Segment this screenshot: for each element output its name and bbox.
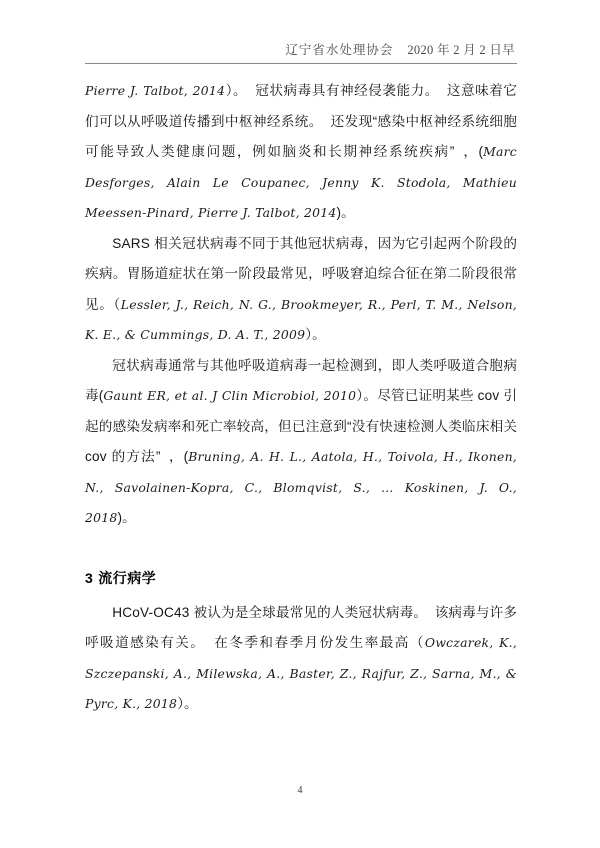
page-number: 4 [297, 785, 303, 796]
text-run: )。 [117, 510, 136, 525]
citation-run: Bruning, A. H. L., Aatola, H., Toivola, H., Ikonen, N., Savolainen-Kopra, C., Blomqvist, S., … Koskinen, J. O., 2018 [85, 449, 517, 525]
text-run: SARS [112, 235, 151, 251]
text-run: ）。尽管已证明某些 [356, 388, 478, 403]
citation-run: Pierre J. Talbot, 2014 [85, 83, 226, 98]
text-run: 被认为是全球最常见的人类冠状病毒。 [189, 604, 428, 620]
heading-spacer-bottom [85, 588, 517, 598]
text-run: cov [85, 449, 107, 464]
text-run: 在冬季和春季月份发生率最高 [212, 635, 410, 650]
text-run: 冠状病毒具有神经侵袭能力。 [254, 83, 439, 98]
text-run: ，( [167, 449, 189, 464]
paragraph-4 [85, 598, 517, 720]
text-run: 引起的感染发病率和死亡率较高，但已注意到“没有快速检测人类临床相关 [85, 388, 517, 434]
section-heading-3 [85, 568, 517, 588]
page-header [85, 40, 515, 58]
paragraph-3 [85, 351, 517, 534]
header-association: 辽宁省水处理协会 [285, 43, 394, 57]
header-date: 2020 年 2 月 2 日早 [407, 43, 515, 57]
text-run: HCoV-OC43 [112, 604, 190, 620]
document-body [85, 76, 517, 720]
citation-run: Gaunt ER, et al. J Clin Microbiol, 2010 [103, 388, 357, 403]
text-run: ）。 [177, 696, 198, 711]
citation-run: Owczarek, K., Szczepanski, A., Milewska, A., Baster, Z., Rajfur, Z., Sarna, M., & Pyrc, K., 2018 [85, 635, 518, 711]
heading-spacer-top [85, 534, 517, 568]
header-divider [85, 63, 517, 64]
section-number: 3 [85, 569, 94, 586]
text-run: )。 [336, 205, 355, 220]
section-title: 流行病学 [98, 569, 157, 586]
text-run: 这意味着它们可以从呼吸道传播到中枢神经系统。 [85, 83, 518, 129]
text-run: ，( [461, 144, 484, 159]
text-run: 冠状病毒通常与其他呼吸道病毒一起检测到，即人类呼吸道合胞病毒( [85, 357, 517, 403]
text-run: ）。 [305, 327, 326, 342]
paragraph-2 [85, 229, 517, 351]
text-run: 还发现“感染中枢神经系统细胞可能导致人类健康问题，例如脑炎和长期神经系统疾病” [85, 113, 517, 159]
paragraph-1 [85, 76, 517, 229]
text-run: 的方法” [106, 449, 161, 464]
text-run: ）。 [225, 83, 248, 98]
text-run: 相关冠状病毒不同于其他冠状病毒，因为它引起两个阶段的疾病。胃肠道症状在第一阶段最常见，呼吸窘迫综合征在第二阶段很常见。（ [85, 235, 517, 312]
text-run: cov [477, 388, 500, 403]
citation-run: Lessler, J., Reich, N. G., Brookmeyer, R., Perl, T. M., Nelson, K. E., & Cummings, D. A. T., 2009 [85, 296, 517, 342]
citation-run: Marc Desforges, Alain Le Coupanec, Jenny K. Stodola, Mathieu Meessen-Pinard, Pierre J. Talbot, 2014 [85, 144, 517, 220]
text-run: （ [409, 635, 425, 650]
text-run: 该病毒与许多呼吸道感染有关。 [85, 604, 517, 650]
